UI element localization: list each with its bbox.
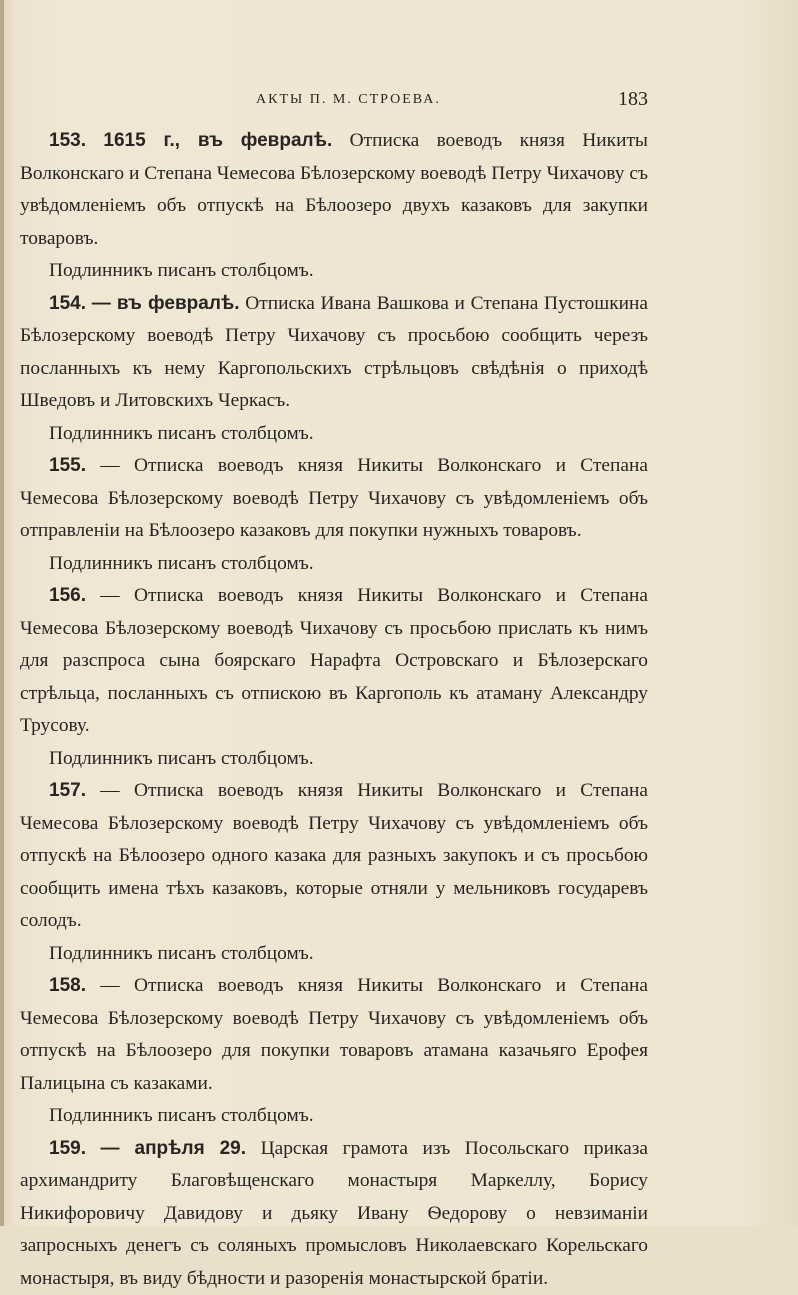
- page-header: [20, 88, 648, 114]
- entry-dash: —: [100, 455, 119, 476]
- entry-number: 155.: [49, 455, 86, 476]
- entry-text: Отписка Ивана Вашкова и Степана Пустошкина Бѣлозерскому воеводѣ Петру Чихачову съ просьбою сообщить черезъ посланныхъ къ нему Каргопольскихъ стрѣльцовъ свѣдѣнія о приходѣ Шведовъ и Литовскихъ Черкасъ.: [20, 293, 648, 412]
- entry-156: [20, 580, 648, 775]
- page-spine-edge: [0, 0, 4, 1226]
- entry-note: Подлинникъ писанъ столбцомъ.: [20, 548, 648, 581]
- entry-number: 159.: [49, 1138, 86, 1159]
- entry-number: 154.: [49, 293, 86, 314]
- entry-text: Отписка воеводъ князя Никиты Волконскаго и Степана Чемесова Бѣлозерскому воеводѣ Петру Чихачову съ увѣдомленіемъ объ отправленіи на Бѣлоозеро казаковъ для покупки нужныхъ товаровъ.: [20, 455, 648, 541]
- entry-paragraph: [20, 450, 648, 548]
- entry-153: [20, 125, 648, 288]
- entry-number: 153.: [49, 130, 86, 151]
- page-number: 183: [618, 88, 648, 111]
- entry-154: [20, 288, 648, 451]
- entry-paragraph: [20, 1133, 648, 1295]
- entry-number: 158.: [49, 975, 86, 996]
- entry-note: Подлинникъ писанъ столбцомъ.: [20, 255, 648, 288]
- entry-159: [20, 1133, 648, 1295]
- entry-number: 157.: [49, 780, 86, 801]
- entry-paragraph: [20, 288, 648, 418]
- entry-date: — въ февралѣ.: [92, 293, 240, 314]
- entry-dash: —: [100, 975, 119, 996]
- entry-note: Подлинникъ писанъ столбцомъ.: [20, 938, 648, 971]
- entry-dash: —: [100, 780, 119, 801]
- entry-date: 1615 г., въ февралѣ.: [103, 130, 332, 151]
- entry-paragraph: [20, 580, 648, 743]
- entry-note: Подлинникъ писанъ столбцомъ.: [20, 1100, 648, 1133]
- entry-text: Отписка воеводъ князя Никиты Волконскаго и Степана Чемесова Бѣлозерскому воеводѣ Петру Чихачову съ увѣдомленіемъ объ отпускѣ на Бѣлоозеро одного казака для разныхъ закупокъ и съ просьбою сообщить имена тѣхъ казаковъ, которые отняли у мельниковъ государевъ солодъ.: [20, 780, 648, 931]
- entry-paragraph: [20, 775, 648, 938]
- entry-note: Подлинникъ писанъ столбцомъ.: [20, 418, 648, 451]
- entry-dash: —: [100, 585, 119, 606]
- entry-text: Отписка воеводъ князя Никиты Волконскаго и Степана Чемесова Бѣлозерскому воеводѣ Петру Чихачову съ увѣдомленіемъ объ отпускѣ на Бѣлоозеро для покупки товаровъ атамана казачьяго Ерофея Палицына съ казаками.: [20, 975, 648, 1094]
- entry-paragraph: [20, 970, 648, 1100]
- entry-paragraph: [20, 125, 648, 255]
- entry-157: [20, 775, 648, 970]
- entry-155: [20, 450, 648, 580]
- entry-text: Царская грамота изъ Посольскаго приказа архимандриту Благовѣщенскаго монастыря Маркеллу, Борису Никифоровичу Давидову и дьяку Ивану Ѳедорову о невзиманіи запросныхъ денегъ съ соляныхъ промысловъ Николаевскаго Корельскаго монастыря, въ виду бѣдности и разоренія монастырской братіи.: [20, 1138, 648, 1289]
- page-body: [20, 125, 648, 1295]
- running-title: АКТЫ П. М. СТРОЕВА.: [256, 92, 441, 108]
- entry-158: [20, 970, 648, 1133]
- entry-date: — апрѣля 29.: [101, 1138, 247, 1159]
- entry-note: Подлинникъ писанъ столбцомъ.: [20, 743, 648, 776]
- entry-text: Отписка воеводъ князя Никиты Волконскаго и Степана Чемесова Бѣлозерскому воеводѣ Чихачову съ просьбою прислать къ нимъ для разспроса сына боярскаго Нарафта Островскаго и Бѣлозерскаго стрѣльца, посланныхъ съ отпискою въ Каргополь къ атаману Александру Трусову.: [20, 585, 648, 736]
- entry-number: 156.: [49, 585, 86, 606]
- entry-text: Отписка воеводъ князя Никиты Волконскаго и Степана Чемесова Бѣлозерскому воеводѣ Петру Чихачову съ увѣдомленіемъ объ отпускѣ на Бѣлоозеро двухъ казаковъ для закупки товаровъ.: [20, 130, 648, 249]
